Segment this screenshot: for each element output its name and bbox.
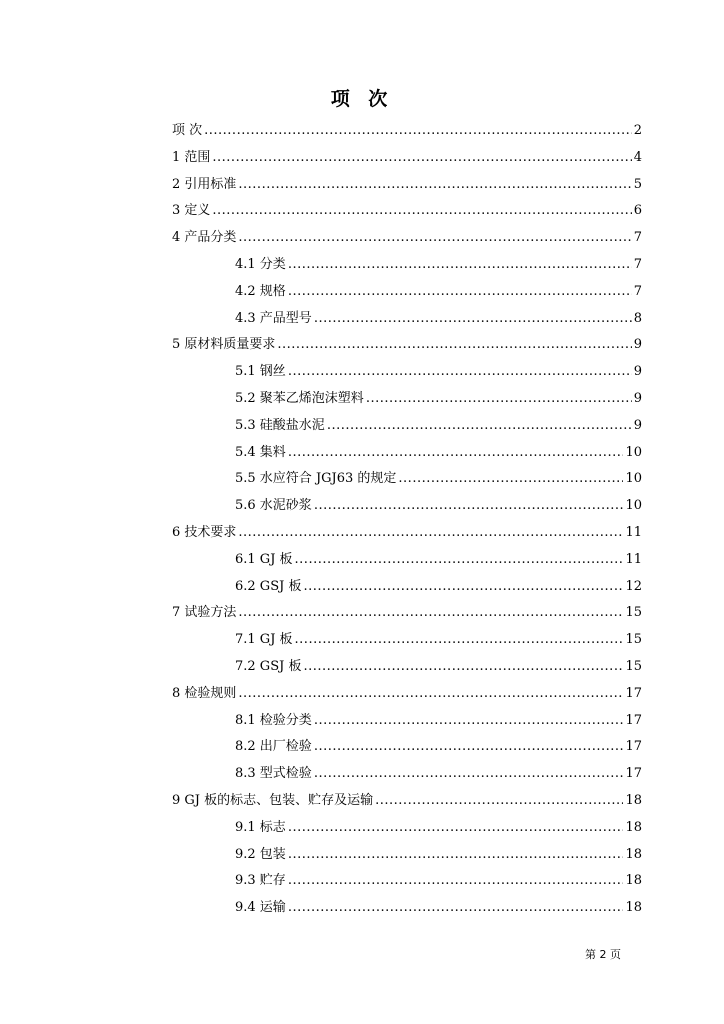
toc-entry[interactable]: [172, 146, 642, 173]
toc-dot-leader: [204, 123, 632, 138]
toc-entry[interactable]: [172, 896, 642, 923]
toc-entry-label: 6 技术要求: [172, 524, 237, 540]
toc-entry[interactable]: [172, 762, 642, 789]
toc-entry-label: 8.2 出厂检验: [235, 739, 312, 755]
toc-entry[interactable]: [172, 441, 642, 468]
toc-entry-page-number: 18: [625, 873, 642, 889]
toc-entry-label: 5.5 水应符合 JGJ63 的规定: [235, 471, 397, 487]
toc-entry-page-number: 11: [625, 551, 642, 567]
toc-entry-page-number: 10: [625, 444, 642, 460]
toc-entry-label: 4 产品分类: [172, 230, 237, 246]
toc-entry[interactable]: [172, 709, 642, 736]
toc-dot-leader: [314, 766, 624, 781]
toc-dot-leader: [212, 150, 631, 165]
toc-dot-leader: [366, 391, 632, 406]
toc-entry-label: 4.3 产品型号: [235, 310, 312, 326]
toc-entry[interactable]: [172, 307, 642, 334]
page-title: 项 次: [330, 88, 394, 110]
toc-dot-leader: [398, 471, 623, 486]
toc-dot-leader: [212, 203, 631, 218]
toc-dot-leader: [288, 900, 624, 915]
toc-dot-leader: [314, 739, 624, 754]
toc-entry[interactable]: [172, 467, 642, 494]
toc-entry[interactable]: [172, 414, 642, 441]
toc-entry[interactable]: [172, 682, 642, 709]
toc-entry-page-number: 9: [633, 364, 642, 380]
toc-dot-leader: [295, 552, 624, 567]
toc-dot-leader: [288, 847, 624, 862]
toc-entry-label: 9.1 标志: [235, 819, 286, 835]
toc-entry-page-number: 17: [625, 739, 642, 755]
toc-entry-label: 5.3 硅酸盐水泥: [235, 417, 325, 433]
toc-entry-label: 6.2 GSJ 板: [235, 578, 302, 594]
toc-entry-page-number: 9: [633, 390, 642, 406]
toc-entry-label: 9.2 包装: [235, 846, 286, 862]
toc-dot-leader: [238, 605, 623, 620]
toc-entry[interactable]: [172, 735, 642, 762]
toc-dot-leader: [288, 820, 624, 835]
toc-entry-label: 9.3 贮存: [235, 873, 286, 889]
toc-entry-page-number: 15: [625, 632, 642, 648]
toc-entry-label: 8.1 检验分类: [235, 712, 312, 728]
toc-entry-label: 4.1 分类: [235, 256, 286, 272]
toc-entry-label: 5 原材料质量要求: [172, 337, 276, 353]
toc-entry[interactable]: [172, 280, 642, 307]
toc-entry[interactable]: [172, 333, 642, 360]
toc-entry[interactable]: [172, 173, 642, 200]
toc-dot-leader: [375, 793, 623, 808]
toc-entry-page-number: 18: [625, 846, 642, 862]
toc-entry-label: 7 试验方法: [172, 605, 237, 621]
toc-entry-page-number: 17: [625, 766, 642, 782]
toc-entry-label: 1 范围: [172, 149, 211, 165]
toc-entry-page-number: 17: [625, 685, 642, 701]
toc-dot-leader: [288, 873, 624, 888]
toc-dot-leader: [303, 659, 623, 674]
toc-entry[interactable]: [172, 253, 642, 280]
toc-entry-page-number: 18: [625, 792, 642, 808]
toc-entry-label: 项 次: [172, 123, 203, 138]
toc-entry-page-number: 10: [625, 498, 642, 514]
toc-entry[interactable]: [172, 789, 642, 816]
toc-entry-label: 5.1 钢丝: [235, 364, 286, 380]
toc-entry[interactable]: [172, 521, 642, 548]
toc-entry[interactable]: [172, 601, 642, 628]
table-of-contents: [172, 119, 642, 923]
toc-dot-leader: [314, 311, 632, 326]
toc-entry-label: 5.2 聚苯乙烯泡沫塑料: [235, 390, 364, 406]
toc-entry-label: 2 引用标准: [172, 176, 237, 192]
toc-entry-page-number: 7: [633, 230, 642, 246]
toc-entry-label: 7.2 GSJ 板: [235, 658, 302, 674]
toc-entry[interactable]: [172, 387, 642, 414]
toc-dot-leader: [314, 498, 624, 513]
toc-entry-page-number: 11: [625, 524, 642, 540]
toc-entry[interactable]: [172, 494, 642, 521]
toc-entry-page-number: 15: [625, 605, 642, 621]
toc-dot-leader: [238, 230, 631, 245]
toc-entry-label: 5.4 集料: [235, 444, 286, 460]
toc-entry-label: 6.1 GJ 板: [235, 551, 293, 567]
toc-entry-page-number: 18: [625, 900, 642, 916]
toc-entry-page-number: 18: [625, 819, 642, 835]
toc-entry-page-number: 17: [625, 712, 642, 728]
toc-entry-page-number: 6: [633, 203, 642, 219]
toc-entry-page-number: 7: [633, 283, 642, 299]
toc-dot-leader: [303, 579, 623, 594]
toc-entry-page-number: 7: [633, 256, 642, 272]
toc-entry[interactable]: [172, 628, 642, 655]
toc-dot-leader: [277, 337, 631, 352]
toc-entry[interactable]: [172, 843, 642, 870]
toc-entry[interactable]: [172, 869, 642, 896]
page-number-footer: 第 2 页: [585, 948, 621, 961]
toc-entry-page-number: 10: [625, 471, 642, 487]
toc-dot-leader: [295, 632, 624, 647]
toc-entry-label: 9.4 运输: [235, 900, 286, 916]
toc-entry-label: 3 定义: [172, 203, 211, 219]
toc-dot-leader: [238, 686, 623, 701]
toc-dot-leader: [288, 257, 632, 272]
toc-entry[interactable]: [172, 360, 642, 387]
toc-dot-leader: [314, 713, 624, 728]
toc-entry[interactable]: [172, 119, 642, 146]
toc-entry-label: 9 GJ 板的标志、包装、贮存及运输: [172, 792, 374, 808]
toc-entry-label: 7.1 GJ 板: [235, 632, 293, 648]
toc-entry[interactable]: [172, 655, 642, 682]
toc-entry[interactable]: [172, 548, 642, 575]
toc-dot-leader: [238, 177, 631, 192]
toc-entry-page-number: 5: [633, 176, 642, 192]
toc-entry-page-number: 12: [625, 578, 642, 594]
toc-entry[interactable]: [172, 226, 642, 253]
toc-dot-leader: [288, 445, 624, 460]
toc-entry[interactable]: [172, 575, 642, 602]
toc-entry-page-number: 9: [633, 417, 642, 433]
toc-dot-leader: [288, 284, 632, 299]
toc-entry-label: 4.2 规格: [235, 283, 286, 299]
toc-entry-label: 8.3 型式检验: [235, 766, 312, 782]
toc-dot-leader: [327, 418, 632, 433]
toc-entry-page-number: 2: [633, 123, 642, 138]
toc-entry-page-number: 4: [633, 149, 642, 165]
toc-entry[interactable]: [172, 816, 642, 843]
toc-entry-page-number: 9: [633, 337, 642, 353]
toc-dot-leader: [238, 525, 623, 540]
toc-entry-label: 5.6 水泥砂浆: [235, 498, 312, 514]
toc-entry-page-number: 8: [633, 310, 642, 326]
toc-entry-page-number: 15: [625, 658, 642, 674]
toc-entry[interactable]: [172, 199, 642, 226]
toc-entry-label: 8 检验规则: [172, 685, 237, 701]
toc-dot-leader: [288, 364, 632, 379]
